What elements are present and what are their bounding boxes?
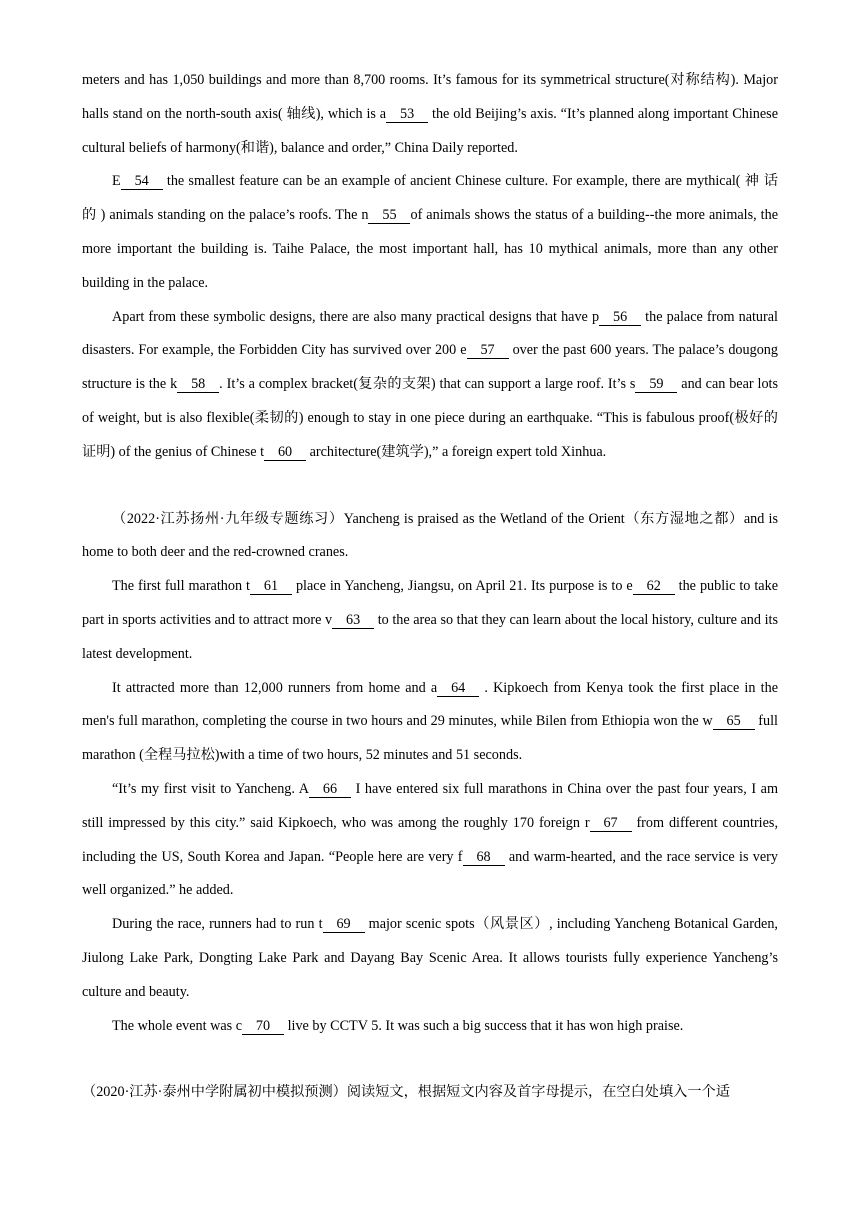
blank-58[interactable]: 58 xyxy=(177,376,219,393)
text-segment: over the past 600 years. The palace’s dougong structure is the k xyxy=(82,342,778,393)
passage2-intro: （2022·江苏扬州·九年级专题练习）Yancheng is praised as the Wetland of the Orient（东方湿地之都）and is home to both deer and the red-crowned cranes. xyxy=(82,510,778,561)
text-segment: major scenic spots（风景区）, including Yancheng Botanical Garden, Jiulong Lake Park, Dongting Lake Park and Dayang Bay Scenic Area. It allows tourists fully experience Yancheng’s culture and beauty. xyxy=(82,916,778,1000)
passage2-paragraph-3 xyxy=(82,773,778,908)
blank-60[interactable]: 60 xyxy=(264,444,306,461)
passage3-intro: （2020·江苏·泰州中学附属初中模拟预测）阅读短文，根据短文内容及首字母提示，在空白处填入一个适 xyxy=(82,1084,730,1101)
blank-61[interactable]: 61 xyxy=(250,578,292,595)
text-segment: from different countries, including the US, South Korea and Japan. “People here are very f xyxy=(82,814,778,865)
text-segment: the old Beijing’s axis. “It’s planned along important Chinese cultural beliefs of harmony(和谐), balance and order,” China Daily reported. xyxy=(82,105,778,156)
passage1-paragraph-3 xyxy=(82,301,778,470)
blank-64[interactable]: 64 xyxy=(437,680,479,697)
blank-59[interactable]: 59 xyxy=(635,376,677,393)
passage2-paragraph-5 xyxy=(82,1010,778,1044)
text-segment: . It’s a complex bracket(复杂的支架) that can support a large roof. It’s s xyxy=(219,376,636,393)
text-segment: “It’s my first visit to Yancheng. A xyxy=(112,780,310,797)
text-segment: E xyxy=(112,173,121,190)
text-segment: the smallest feature can be an example of ancient Chinese culture. For example, there are mythical( 神 话 的 ) animals standing on the palace’s roofs. The n xyxy=(82,173,778,224)
text-segment: the palace from natural disasters. For example, the Forbidden City has survived over 200 e xyxy=(82,308,778,359)
text-segment: to the area so that they can learn about the local history, culture and its latest development. xyxy=(82,611,778,662)
blank-55[interactable]: 55 xyxy=(368,207,410,224)
text-segment: of animals shows the status of a building--the more animals, the more important the building is. Taihe Palace, the most important hall, has 10 mythical animals, more than any other building in the palace. xyxy=(82,207,778,291)
text-segment: live by CCTV 5. It was such a big success that it has won high praise. xyxy=(284,1017,684,1034)
text-segment: and can bear lots of weight, but is also flexible(柔韧的) enough to stay in one piece during an earthquake. “This is fabulous proof(极好的证明) of the genius of Chinese t xyxy=(82,376,778,460)
text-segment: the public to take part in sports activities and to attract more v xyxy=(82,578,778,628)
blank-63[interactable]: 63 xyxy=(332,612,374,629)
document-content xyxy=(82,64,778,1110)
text-segment: The first full marathon t xyxy=(112,578,250,595)
text-segment: . Kipkoech from Kenya took the first place in the men's full marathon, completing the course in two hours and 29 minutes, while Bilen from Ethiopia won the w xyxy=(82,679,778,730)
blank-54[interactable]: 54 xyxy=(121,173,163,190)
text-segment: The whole event was c xyxy=(112,1017,243,1034)
passage2-paragraph-1 xyxy=(82,570,778,671)
blank-69[interactable]: 69 xyxy=(323,916,365,933)
text-segment: Apart from these symbolic designs, there are also many practical designs that have p xyxy=(112,308,600,325)
blank-57[interactable]: 57 xyxy=(467,342,509,359)
blank-65[interactable]: 65 xyxy=(713,713,755,730)
text-segment: It attracted more than 12,000 runners from home and a xyxy=(112,679,438,696)
passage1-paragraph-2 xyxy=(82,165,778,300)
blank-56[interactable]: 56 xyxy=(599,309,641,326)
text-segment: full marathon (全程马拉松)with a time of two hours, 52 minutes and 51 seconds. xyxy=(82,713,778,764)
text-segment: meters and has 1,050 buildings and more than 8,700 rooms. It’s famous for its symmetrical structure(对称结构). Major halls stand on the north-south axis( 轴线), which is a xyxy=(82,72,778,122)
passage2-paragraph-2 xyxy=(82,672,778,773)
passage2-paragraph-4 xyxy=(82,908,778,1009)
text-segment: architecture(建筑学),” a foreign expert told Xinhua. xyxy=(306,443,607,460)
blank-62[interactable]: 62 xyxy=(633,578,675,595)
passage1-paragraph-1 xyxy=(82,64,778,165)
blank-53[interactable]: 53 xyxy=(386,106,428,123)
text-segment: During the race, runners had to run t xyxy=(112,916,323,933)
blank-66[interactable]: 66 xyxy=(309,781,351,798)
blank-70[interactable]: 70 xyxy=(242,1018,284,1035)
blank-67[interactable]: 67 xyxy=(590,815,632,832)
blank-68[interactable]: 68 xyxy=(463,849,505,866)
text-segment: and warm-hearted, and the race service is very well organized.” he added. xyxy=(82,848,778,899)
text-segment: I have entered six full marathons in China over the past four years, I am still impressed by this city.” said Kipkoech, who was among the roughly 170 foreign r xyxy=(82,780,778,831)
text-segment: place in Yancheng, Jiangsu, on April 21. Its purpose is to e xyxy=(291,578,633,595)
